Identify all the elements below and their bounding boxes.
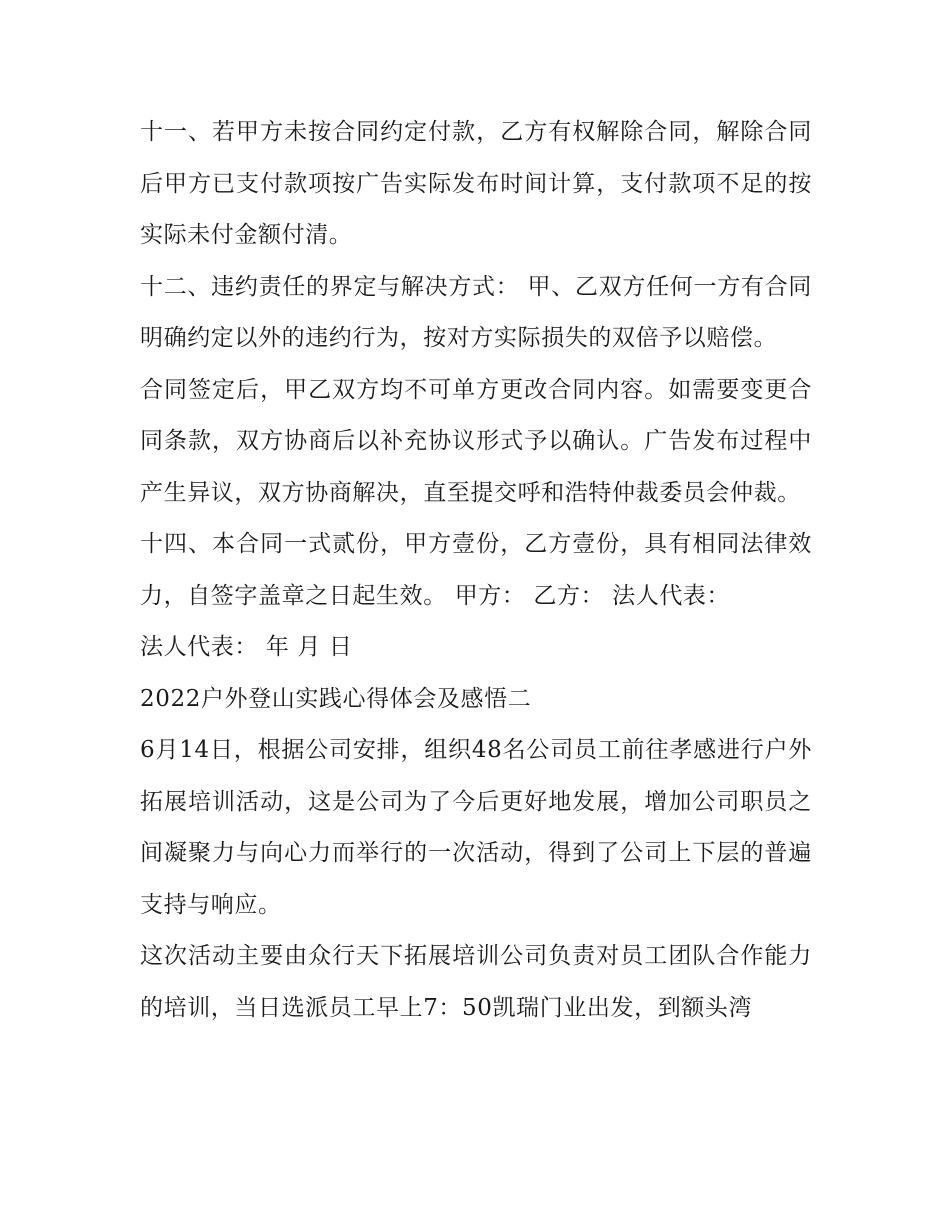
activity-intro-paragraph: 6月14日，根据公司安排，组织48名公司员工前往孝感进行户外拓展培训活动，这是公司为了今后更好地发展，增加公司职员之间凝聚力与向心力而举行的一次活动，得到了公司上下层的普遍支持与响应。 [140, 737, 812, 918]
contract-amendment-paragraph: 合同签定后，甲乙双方均不可单方更改合同内容。如需要变更合同条款，双方协商后以补充协议形式予以确认。广告发布过程中产生异议，双方协商解决，直至提交呼和浩特仲裁委员会仲裁。 [140, 376, 812, 506]
clause-twelve-paragraph: 十二、违约责任的界定与解决方式： 甲、乙双方任何一方有合同明确约定以外的违约行为，按对方实际损失的双倍予以赔偿。 [140, 273, 812, 351]
activity-details-paragraph: 这次活动主要由众行天下拓展培训公司负责对员工团队合作能力的培训，当日选派员工早上7：50凯瑞门业出发，到额头湾 [140, 943, 812, 1021]
section-title: 2022户外登山实践心得体会及感悟二 [140, 685, 532, 712]
clause-eleven-paragraph: 十一、若甲方未按合同约定付款，乙方有权解除合同，解除合同后甲方已支付款项按广告实际发布时间计算，支付款项不足的按实际未付金额付清。 [140, 119, 812, 248]
clause-fourteen-paragraph: 十四、本合同一式贰份，甲方壹份，乙方壹份，具有相同法律效力，自签字盖章之日起生效。 甲方： 乙方： 法人代表： [140, 531, 812, 609]
signature-line: 法人代表： 年 月 日 [140, 634, 353, 660]
document-body [140, 107, 812, 1034]
